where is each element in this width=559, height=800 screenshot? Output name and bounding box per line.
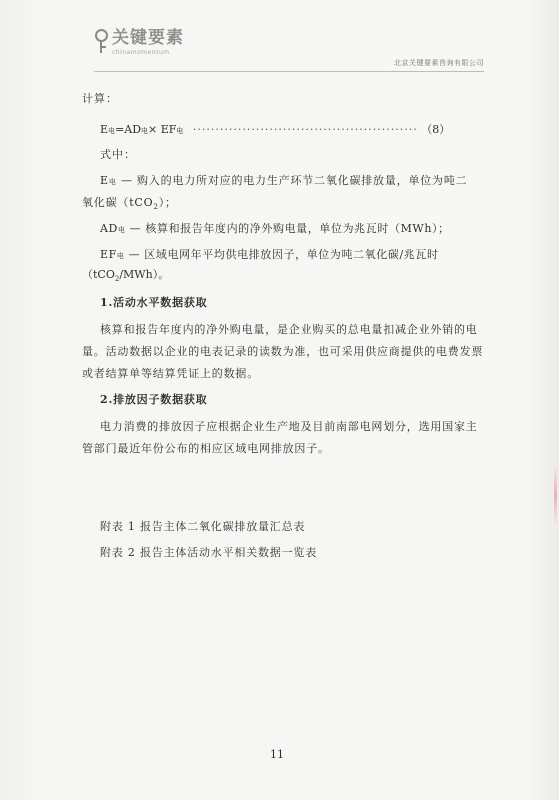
company-name: 北京关键要素咨询有限公司 (394, 59, 484, 67)
section-heading-activity-data: 1.活动水平数据获取 (100, 296, 208, 309)
definition-e-unit-sub: 2 (153, 203, 159, 212)
definition-e-symbol: E (100, 174, 109, 187)
page-number: 11 (270, 748, 284, 761)
formula-number: （8） (421, 123, 451, 136)
section-heading-emission-factor: 2.排放因子数据获取 (100, 393, 208, 406)
header-divider (94, 71, 484, 72)
definition-ef-line1 (100, 246, 439, 262)
definition-ef-unit-sub: 2 (114, 275, 120, 284)
formula-e: E (100, 123, 109, 136)
formula-ad-sub: 电 (141, 127, 149, 135)
page-header (94, 26, 484, 74)
definition-e-unit: 氧化碳（tCO (82, 196, 154, 209)
formula-leader-dots: ·················································· (192, 123, 418, 136)
definition-e-line2 (82, 194, 177, 211)
paragraph2-line2: 管部门最近年份公布的相应区域电网排放因子。 (82, 442, 330, 455)
paragraph2-line1: 电力消费的排放因子应根据企业生产地及目前南部电网划分，选用国家主 (100, 420, 478, 433)
calc-label: 计算： (82, 92, 118, 105)
definition-e-unit-end: ）； (158, 196, 177, 209)
definition-ef-unit-end: /MWh）。 (119, 268, 170, 281)
company-logo (94, 28, 184, 56)
where-label: 式中： (100, 148, 136, 161)
definition-ef-text: — 区域电网年平均供电排放因子，单位为吨二氧化碳/兆瓦时 (124, 248, 439, 261)
logo-chinese-text: 关键要素 (112, 28, 184, 48)
definition-ad-text: — 核算和报告年度内的净外购电量，单位为兆瓦时（MWh）； (125, 222, 450, 235)
paragraph1-line3: 或者结算单等结算凭证上的数据。 (82, 367, 259, 380)
paragraph1-line1: 核算和报告年度内的净外购电量，是企业购买的总电量扣减企业外销的电 (100, 323, 478, 336)
definition-ef-sub: 电 (116, 252, 125, 260)
definition-ad-symbol: AD (100, 222, 118, 235)
definition-ad (100, 220, 450, 236)
formula-eq: =AD (115, 123, 142, 136)
appendix-2: 附表 2 报告主体活动水平相关数据一览表 (100, 546, 317, 559)
formula-times: × EF (148, 123, 177, 136)
key-icon (94, 28, 108, 54)
appendix-1: 附表 1 报告主体二氧化碳排放量汇总表 (100, 520, 306, 533)
formula-e-sub: 电 (108, 127, 116, 135)
formula-line (100, 121, 450, 137)
scan-artifact (554, 465, 557, 525)
definition-ef-unit: （tCO (82, 268, 115, 281)
paragraph1-line2: 量。活动数据以企业的电表记录的读数为准，也可采用供应商提供的电费发票 (82, 345, 484, 358)
logo-english-text: chinamomentum (112, 49, 170, 56)
definition-e-sub: 电 (108, 178, 117, 186)
formula-ef-sub: 电 (176, 127, 184, 135)
definition-ef-line2 (82, 266, 169, 283)
definition-e-line1 (100, 172, 467, 188)
definition-ef-symbol: EF (100, 248, 117, 261)
definition-e-text: — 购入的电力所对应的电力生产环节二氧化碳排放量，单位为吨二 (116, 174, 468, 187)
definition-ad-sub: 电 (117, 226, 126, 234)
